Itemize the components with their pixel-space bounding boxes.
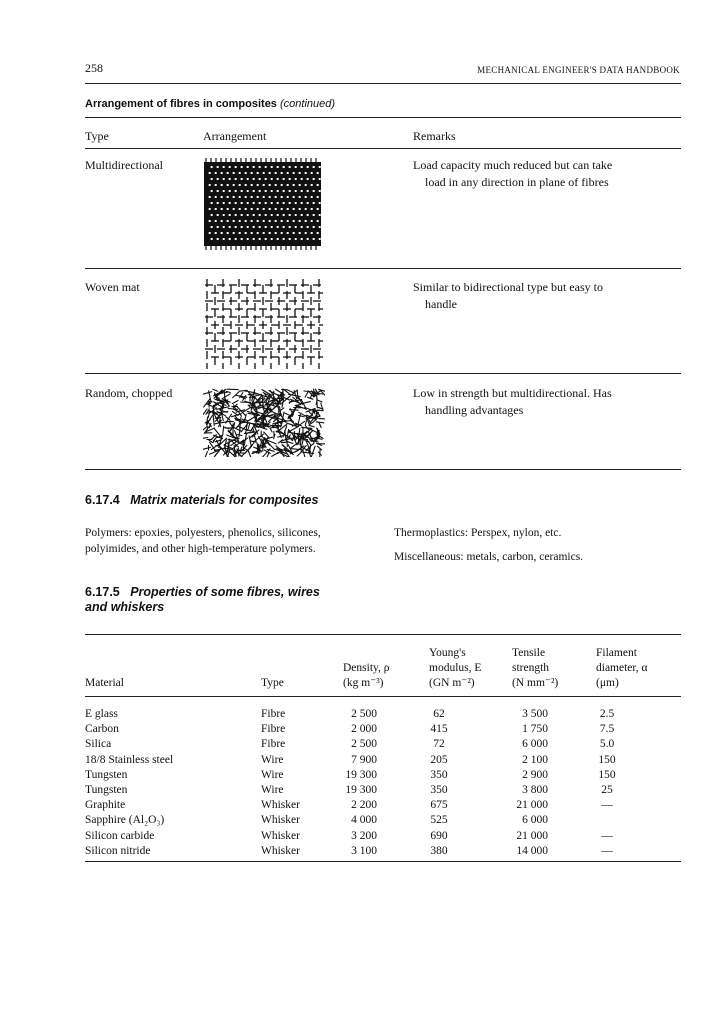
cell-material: Silicon nitride: [85, 844, 151, 857]
cell-strength: 21 000: [516, 799, 548, 812]
cell-strength: 2 100: [522, 753, 548, 766]
cell-material: E glass: [85, 708, 118, 720]
row-divider: [85, 373, 681, 374]
cell-strength: 3 500: [522, 708, 548, 720]
random-chopped-diagram: [203, 385, 325, 457]
cell-strength: 1 750: [522, 723, 548, 736]
col-header-diameter: Filament: [596, 647, 637, 659]
cell-strength: 2 900: [522, 768, 548, 781]
header-type: Type: [85, 129, 109, 143]
multidirectional-fibre-diagram: [200, 158, 325, 250]
col-header-diameter-unit: (μm): [596, 677, 619, 689]
cell-modulus: 350: [430, 768, 448, 781]
header-remarks: Remarks: [413, 129, 456, 143]
row-remarks-line: Similar to bidirectional type but easy to: [413, 280, 603, 294]
col-header-strength: strength: [512, 662, 550, 674]
col-header-type: Type: [261, 677, 284, 689]
cell-modulus: 62: [433, 708, 445, 720]
cell-modulus: 205: [430, 753, 448, 766]
cell-density: 2 500: [351, 708, 377, 720]
table-caption: [85, 98, 335, 110]
cell-material: 18/8 Stainless steel: [85, 753, 174, 766]
cell-diameter: 150: [598, 753, 616, 766]
cell-type: Whisker: [261, 814, 300, 827]
col-header-modulus: Young's: [429, 647, 466, 659]
header-arrangement: Arrangement: [203, 129, 267, 143]
col-header-material: Material: [85, 677, 124, 689]
cell-density: 3 100: [351, 844, 377, 857]
cell-material: Tungsten: [85, 784, 128, 796]
cell-strength: 6 000: [522, 738, 548, 751]
matrix-left-line: Polymers: epoxies, polyesters, phenolics, silicones,: [85, 527, 321, 539]
props-top-rule: [85, 634, 681, 635]
cell-material: Sapphire (Al₂O₃): [85, 814, 165, 827]
section-title: Properties of some fibres, wires: [130, 585, 320, 599]
row-remarks-line: Load capacity much reduced but can take: [413, 158, 613, 172]
row-divider: [85, 268, 681, 269]
cell-diameter: 150: [598, 768, 616, 781]
cell-type: Fibre: [261, 738, 286, 751]
cell-diameter: 25: [601, 784, 613, 796]
cell-type: Wire: [261, 784, 284, 796]
row-remarks-line: load in any direction in plane of fibres: [425, 175, 609, 189]
cell-modulus: 525: [430, 814, 448, 827]
cell-density: 2 500: [351, 738, 377, 751]
section-title: Matrix materials for composites: [130, 493, 319, 507]
section-title: and whiskers: [85, 600, 165, 614]
props-bottom-rule: [85, 861, 681, 862]
row-type-multidirectional: Multidirectional: [85, 158, 163, 172]
section-heading-6174: [85, 493, 318, 508]
cell-modulus: 380: [430, 844, 448, 857]
col-header-strength: Tensile: [512, 647, 546, 659]
cell-density: 19 300: [345, 768, 377, 781]
running-head: MECHANICAL ENGINEER'S DATA HANDBOOK: [477, 65, 680, 75]
col-header-diameter: diameter, α: [596, 662, 648, 674]
cell-density: 3 200: [351, 829, 377, 842]
cell-diameter: 5.0: [599, 738, 615, 751]
cell-diameter: 2.5: [599, 708, 615, 720]
section-number: 6.17.5: [85, 585, 120, 599]
cell-material: Carbon: [85, 723, 119, 736]
cell-diameter: 7.5: [599, 723, 615, 736]
col-header-modulus: modulus, E: [429, 662, 482, 674]
cell-type: Wire: [261, 753, 284, 766]
section-heading-6175: [85, 585, 320, 615]
page-number: 258: [85, 61, 103, 75]
woven-mat-diagram: [203, 279, 323, 369]
col-header-density: Density, ρ: [343, 662, 390, 674]
cell-density: 2 000: [351, 723, 377, 736]
caption-suffix: (continued): [280, 98, 336, 110]
row-remarks-line: Low in strength but multidirectional. Has: [413, 386, 612, 400]
props-header-rule: [85, 696, 681, 697]
row-remarks-line: handle: [425, 297, 457, 311]
cell-density: 7 900: [351, 753, 377, 766]
col-header-modulus-unit: (GN m⁻²): [429, 677, 475, 689]
cell-diameter: —: [601, 844, 613, 857]
cell-density: 4 000: [351, 814, 377, 827]
cell-modulus: 690: [430, 829, 448, 842]
col-header-strength-unit: (N mm⁻²): [512, 677, 559, 689]
matrix-right-line: Thermoplastics: Perspex, nylon, etc.: [394, 527, 562, 539]
cell-type: Wire: [261, 768, 284, 781]
cell-type: Whisker: [261, 799, 300, 812]
cell-type: Fibre: [261, 723, 286, 736]
cell-material: Tungsten: [85, 768, 128, 781]
matrix-right-line: Miscellaneous: metals, carbon, ceramics.: [394, 551, 584, 563]
cell-material: Silica: [85, 738, 112, 751]
col-header-density-unit: (kg m⁻³): [343, 677, 384, 689]
cell-material: Graphite: [85, 799, 126, 812]
table-bottom-rule: [85, 469, 681, 470]
row-type-woven-mat: Woven mat: [85, 280, 140, 294]
cell-modulus: 350: [430, 784, 448, 796]
cell-diameter: —: [601, 799, 613, 812]
cell-diameter: —: [601, 829, 613, 842]
caption-text: Arrangement of fibres in composites: [85, 98, 277, 110]
matrix-left-line: polyimides, and other high-temperature polymers.: [85, 543, 316, 555]
row-type-random-chopped: Random, chopped: [85, 386, 173, 400]
cell-strength: 6 000: [522, 814, 548, 827]
section-number: 6.17.4: [85, 493, 120, 507]
table-header-rule: [85, 148, 681, 149]
cell-type: Whisker: [261, 829, 300, 842]
cell-type: Fibre: [261, 708, 286, 720]
cell-modulus: 415: [430, 723, 448, 736]
cell-density: 2 200: [351, 799, 377, 812]
table-top-rule: [85, 117, 681, 118]
cell-material: Silicon carbide: [85, 829, 155, 842]
cell-strength: 3 800: [522, 784, 548, 796]
header-rule: [85, 83, 681, 84]
cell-modulus: 72: [433, 738, 445, 751]
cell-density: 19 300: [345, 784, 377, 796]
row-remarks-line: handling advantages: [425, 403, 524, 417]
cell-modulus: 675: [430, 799, 448, 812]
cell-strength: 14 000: [516, 844, 548, 857]
cell-type: Whisker: [261, 844, 300, 857]
cell-strength: 21 000: [516, 829, 548, 842]
